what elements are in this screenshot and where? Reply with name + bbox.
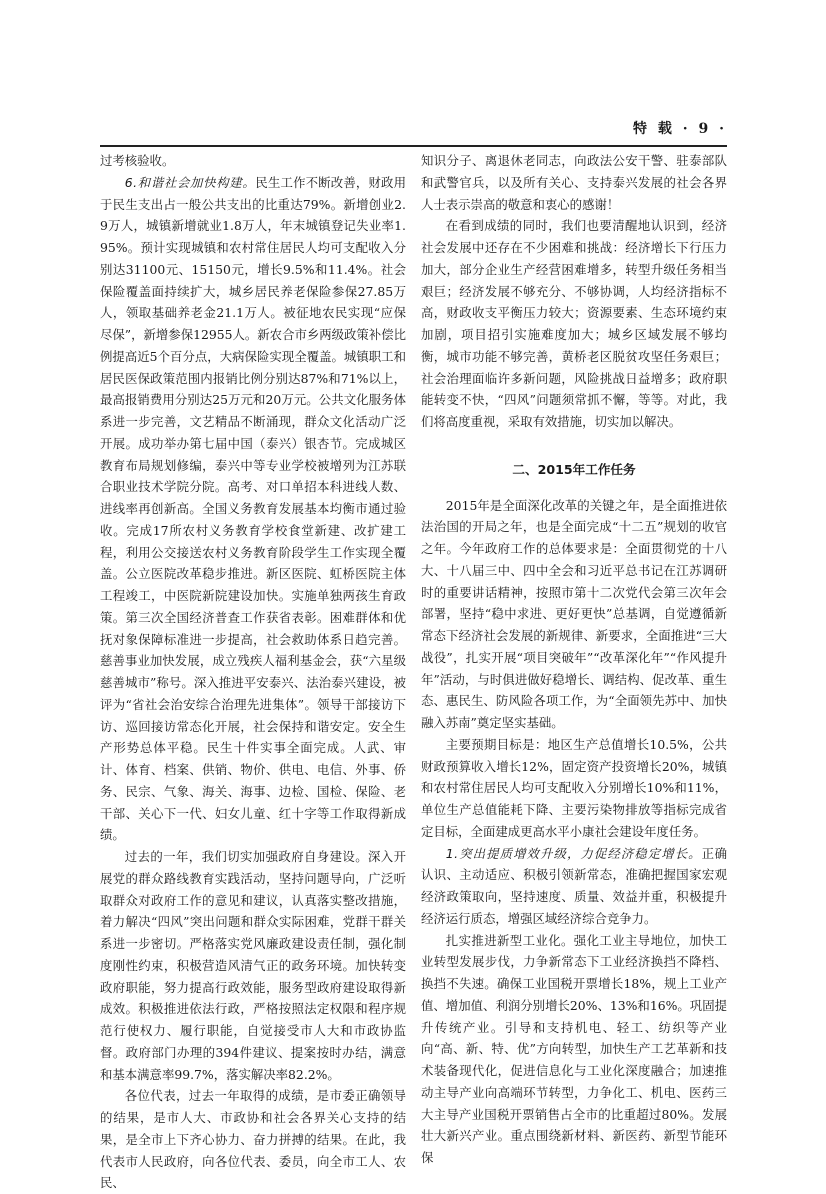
paragraph-lead: 6.和谐社会加快构建。 — [124, 174, 256, 190]
paragraph-body: 正确认识、主动适应、积极引领新常态，准确把握国家宏观经济政策取向，坚持速度、质量、效益并重，积极提升经济运行质态，增强区域经济综合竞争力。 — [421, 845, 727, 926]
paragraph: 2015年是全面深化改革的关键之年，是全面推进依法治国的开局之年，也是全面完成“十二五”规划的收官之年。今年政府工作的总体要求是：全面贯彻党的十八大、十八届三中、四中全会和习近平总书记在江苏调研时的重要讲话精神，按照市第十二次党代会第三次年会部署，坚持“稳中求进、更好更快”总基调，自觉遵循新常态下经济社会发展的新规律、新要求，全面推进“三大战役”，扎实开展“项目突破年”“改革深化年”“作风提升年”活动，与时俱进做好稳增长、调结构、促改革、重生态、惠民生、防风险各项工作，为“全面领先苏中、加快融入苏南”奠定坚实基础。 — [421, 497, 727, 730]
paragraph — [421, 843, 727, 930]
paragraph: 主要预期目标是：地区生产总值增长10.5%，公共财政预算收入增长12%，固定资产投资增长20%，城镇和农村常住居民人均可支配收入分别增长10%和11%，单位生产总值能耗下降、主要污染物排放等指标完成省定目标，全面建成更高水平小康社会建设年度任务。 — [421, 736, 727, 839]
running-title: 特 载 · 9 · — [633, 121, 727, 137]
paragraph-body: 民生工作不断改善，财政用于民生支出占一般公共支出的比重达79%。新增创业2.9万人，城镇新增就业1.8万人，年末城镇登记失业率1.95%。预计实现城镇和农村常住居民人均可支配收入分别达31100元、15150元，增长9.5%和11.4%。社会保险覆盖面持续扩大，城乡居民养老保险参保27.85万人，领取基础养老金21.1万人。被征地农民实现“应保尽保”，新增参保12955人。新农合市乡两级政策补偿比例提高近5个百分点，大病保险实现全覆盖。城镇职工和居民医保政策范围内报销比例分别达87%和71%以上，最高报销费用分别达25万元和20万元。公共文化服务体系进一步完善，文艺精品不断涌现，群众文化活动广泛开展。成功举办第七届中国（泰兴）银杏节。完成城区教育布局规划修编，泰兴中等专业学校被增列为江苏联合职业技术学院分院。高考、对口单招本科进线人数、进线率再创新高。全国义务教育发展基本均衡市通过验收。完成17所农村义务教育学校食堂新建、改扩建工程，利用公交接送农村义务教育阶段学生工作实现全覆盖。公立医院改革稳步推进。新区医院、虹桥医院主体工程竣工，中医院新院建设加快。实施单独两孩生育政策。第三次全国经济普查工作获省表彰。困难群体和优抚对象保障标准进一步提高，社会救助体系日趋完善。慈善事业加快发展，成立残疾人福利基金会，获“六星级慈善城市”称号。深入推进平安泰兴、法治泰兴建设，被评为“省社会治安综合治理先进集体”。领导干部接访下访、巡回接访常态化开展，社会保持和谐安定。安全生产形势总体平稳。民生十件实事全面完成。人武、审计、体育、档案、供销、物价、供电、电信、外事、侨务、民宗、气象、海关、海事、边检、国检、保险、老干部、关心下一代、妇女儿童、红十字等工作取得新成绩。 — [100, 174, 407, 843]
paragraph: 过去的一年，我们切实加强政府自身建设。深入开展党的群众路线教育实践活动，坚持问题导向，广泛听取群众对政府工作的意见和建议，认真落实整改措施，着力解决“四风”突出问题和群众实际困难，党群干群关系进一步密切。严格落实党风廉政建设责任制，强化制度刚性约束，积极营造风清气正的政务环境。加快转变政府职能，努力提高行政效能，服务型政府建设取得新成效。积极推进依法行政，严格按照法定权限和程序规范行使权力、履行职能，自觉接受市人大和市政协监督。政府部门办理的394件建议、提案按时办结，满意和基本满意率99.7%，落实解决率82.2%。 — [100, 849, 406, 1082]
paragraph: 在看到成绩的同时，我们也要清醒地认识到，经济社会发展中还存在不少困难和挑战：经济增长下行压力加大，部分企业生产经营困难增多，转型升级任务相当艰巨；经济发展不够充分、不够协调，人均经济指标不高，财政收支平衡压力较大；资源要素、生态环境约束加剧，项目招引实施难度加大；城乡区域发展不够均衡，城市功能不够完善，黄桥老区脱贫攻坚任务艰巨；社会治理面临许多新问题，风险挑战日益增多；政府职能转变不快，“四风”问题须常抓不懈，等等。对此，我们将高度重视，采取有效措施，切实加以解决。 — [421, 218, 727, 429]
section-title: 二、2015年工作任务 — [512, 461, 636, 477]
running-header — [100, 118, 727, 140]
paragraph-lead: 1.突出提质增效升级，力促经济稳定增长。 — [445, 845, 702, 861]
paragraph: 各位代表，过去一年取得的成绩，是市委正确领导的结果，是市人大、市政协和社会各界关心支持的结果，是全市上下齐心协力、奋力拼搏的结果。在此，我代表市人民政府，向各位代表、委员，向全市工人、农民、 — [100, 1088, 406, 1191]
right-column — [421, 150, 727, 1169]
paragraph — [100, 172, 406, 846]
paragraph: 知识分子、离退休老同志，向政法公安干警、驻泰部队和武警官兵，以及所有关心、支持泰兴发展的社会各界人士表示崇高的敬意和衷心的感谢！ — [421, 153, 727, 212]
paragraph: 扎实推进新型工业化。强化工业主导地位，加快工业转型发展步伐，力争新常态下工业经济换挡不降档、换挡不失速。确保工业国税开票增长18%，规上工业产值、增加值、利润分别增长20%、13%和16%。巩固提升传统产业。引导和支持机电、轻工、纺织等产业向“高、新、特、优”方向转型，加快生产工艺革新和技术装备现代化，促进信息化与工业化深度融合；加速推动主导产业向高端环节转型，力争化工、机电、医药三大主导产业国税开票销售占全市的比重超过80%。发展壮大新兴产业。重点围绕新材料、新医药、新型节能环保 — [421, 932, 727, 1165]
paragraph: 过考核验收。 — [100, 153, 175, 168]
header-rule — [100, 145, 727, 147]
left-column — [100, 150, 406, 1194]
